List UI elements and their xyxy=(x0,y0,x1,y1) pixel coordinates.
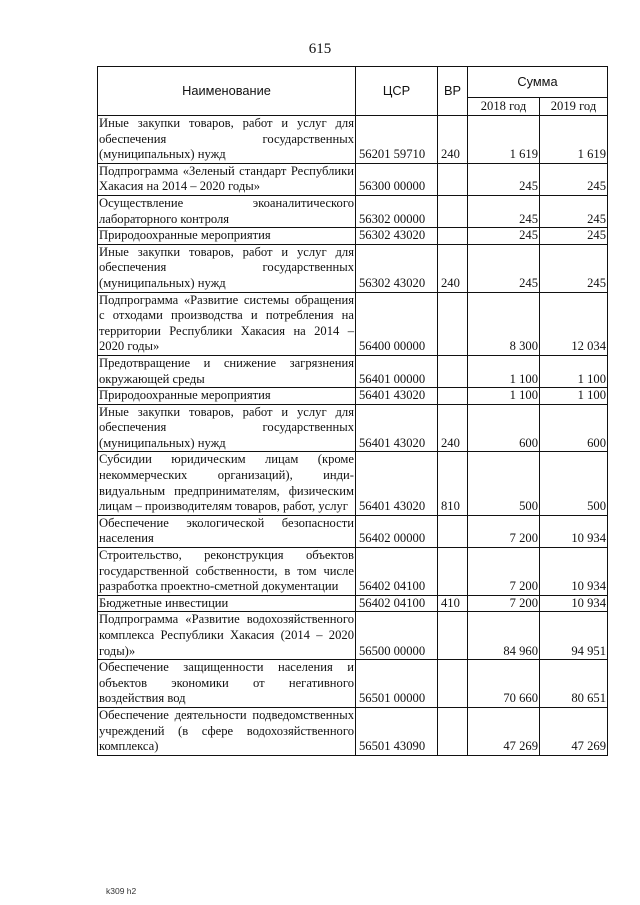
row-csr-cell: 56302 43020 xyxy=(356,228,438,245)
row-csr-cell: 56401 43020 xyxy=(356,452,438,515)
row-vr-cell xyxy=(438,612,468,660)
row-name-cell: Природоохранные мероприятия xyxy=(98,228,356,245)
row-2019-amount-cell: 245 xyxy=(540,163,608,195)
row-2018-amount-cell: 7 200 xyxy=(468,595,540,612)
row-name-cell: Иные закупки товаров, работ и услуг для обеспечения государственных (муниципальных) нужд xyxy=(98,404,356,452)
row-vr-cell xyxy=(438,195,468,227)
row-name-cell: Бюджетные инвестиции xyxy=(98,595,356,612)
page-number: 615 xyxy=(308,41,332,57)
row-name-cell: Иные закупки товаров, работ и услуг для обеспечения государственных (муниципальных) нужд xyxy=(98,116,356,164)
row-csr-cell: 56402 04100 xyxy=(356,595,438,612)
row-csr-cell: 56400 00000 xyxy=(356,292,438,355)
row-vr-cell: 240 xyxy=(438,116,468,164)
row-2018-amount-cell: 84 960 xyxy=(468,612,540,660)
footer-code: k309 h2 xyxy=(106,886,137,896)
column-header-year-2019: 2019 год xyxy=(540,98,608,116)
row-2019-amount-cell: 10 934 xyxy=(540,548,608,596)
row-csr-cell: 56401 43020 xyxy=(356,388,438,405)
row-2018-amount-cell: 500 xyxy=(468,452,540,515)
row-name-cell: Иные закупки товаров, работ и услуг для обеспечения государственных (муниципальных) нужд xyxy=(98,244,356,292)
row-csr-cell: 56500 00000 xyxy=(356,612,438,660)
row-vr-cell: 810 xyxy=(438,452,468,515)
row-csr-cell: 56501 43090 xyxy=(356,707,438,755)
row-csr-cell: 56402 04100 xyxy=(356,548,438,596)
column-header-vr: ВР xyxy=(438,67,468,116)
row-2019-amount-cell: 1 100 xyxy=(540,388,608,405)
row-2019-amount-cell: 500 xyxy=(540,452,608,515)
row-2019-amount-cell: 94 951 xyxy=(540,612,608,660)
row-2018-amount-cell: 1 619 xyxy=(468,116,540,164)
table-row xyxy=(98,404,608,452)
row-vr-cell xyxy=(438,355,468,387)
row-2018-amount-cell: 600 xyxy=(468,404,540,452)
row-vr-cell xyxy=(438,515,468,547)
table-row xyxy=(98,660,608,708)
row-2019-amount-cell: 1 100 xyxy=(540,355,608,387)
row-2018-amount-cell: 1 100 xyxy=(468,388,540,405)
row-2019-amount-cell: 245 xyxy=(540,228,608,245)
table-row xyxy=(98,292,608,355)
table-body xyxy=(98,116,608,756)
row-vr-cell: 240 xyxy=(438,404,468,452)
row-name-cell: Обеспечение экологической безопасности населения xyxy=(98,515,356,547)
row-vr-cell xyxy=(438,228,468,245)
row-name-cell: Природоохранные мероприятия xyxy=(98,388,356,405)
row-2019-amount-cell: 80 651 xyxy=(540,660,608,708)
row-vr-cell xyxy=(438,292,468,355)
table-row xyxy=(98,228,608,245)
table-row xyxy=(98,595,608,612)
row-vr-cell xyxy=(438,660,468,708)
row-vr-cell xyxy=(438,163,468,195)
row-2018-amount-cell: 70 660 xyxy=(468,660,540,708)
row-vr-cell xyxy=(438,548,468,596)
table-row xyxy=(98,195,608,227)
row-name-cell: Субсидии юридическим лицам (кроме некоммерческих организаций), индивидуальным предпринимателям, физическим лицам – производителям товаров, работ, услуг xyxy=(98,452,356,515)
row-2018-amount-cell: 1 100 xyxy=(468,355,540,387)
row-2019-amount-cell: 1 619 xyxy=(540,116,608,164)
row-vr-cell: 410 xyxy=(438,595,468,612)
row-csr-cell: 56302 00000 xyxy=(356,195,438,227)
column-header-name: Наименование xyxy=(98,67,356,116)
row-vr-cell xyxy=(438,707,468,755)
row-2019-amount-cell: 12 034 xyxy=(540,292,608,355)
row-name-cell: Подпрограмма «Развитие водохозяйственного комплекса Республики Хакасия (2014 – 2020 годы)» xyxy=(98,612,356,660)
table-row xyxy=(98,515,608,547)
row-2019-amount-cell: 10 934 xyxy=(540,515,608,547)
column-header-year-2018: 2018 год xyxy=(468,98,540,116)
table-row xyxy=(98,452,608,515)
row-2018-amount-cell: 245 xyxy=(468,228,540,245)
table-row xyxy=(98,355,608,387)
row-vr-cell: 240 xyxy=(438,244,468,292)
row-name-cell: Обеспечение деятельности подведомственных учреждений (в сфере водохозяйственного комплекса) xyxy=(98,707,356,755)
row-2018-amount-cell: 245 xyxy=(468,195,540,227)
row-2019-amount-cell: 10 934 xyxy=(540,595,608,612)
table-row xyxy=(98,388,608,405)
table-row xyxy=(98,163,608,195)
row-2019-amount-cell: 47 269 xyxy=(540,707,608,755)
row-2018-amount-cell: 245 xyxy=(468,244,540,292)
row-name-cell: Подпрограмма «Развитие системы обращения с отходами производства и потребления на территории Республики Хакасия на 2014 – 2020 годы» xyxy=(98,292,356,355)
row-2018-amount-cell: 245 xyxy=(468,163,540,195)
row-2018-amount-cell: 7 200 xyxy=(468,515,540,547)
row-vr-cell xyxy=(438,388,468,405)
table-row xyxy=(98,116,608,164)
table-row xyxy=(98,548,608,596)
table-row xyxy=(98,707,608,755)
column-header-sum: Сумма xyxy=(468,67,608,98)
row-2018-amount-cell: 7 200 xyxy=(468,548,540,596)
column-header-csr: ЦСР xyxy=(356,67,438,116)
row-csr-cell: 56201 59710 xyxy=(356,116,438,164)
row-name-cell: Строительство, реконструкция объектов государственной собственности, в том числе разработка проектно-сметной документации xyxy=(98,548,356,596)
row-2019-amount-cell: 600 xyxy=(540,404,608,452)
row-csr-cell: 56401 43020 xyxy=(356,404,438,452)
row-2018-amount-cell: 47 269 xyxy=(468,707,540,755)
row-2019-amount-cell: 245 xyxy=(540,244,608,292)
row-csr-cell: 56402 00000 xyxy=(356,515,438,547)
row-name-cell: Подпрограмма «Зеленый стандарт Республики Хакасия на 2014 – 2020 годы» xyxy=(98,163,356,195)
budget-table xyxy=(97,66,608,756)
row-csr-cell: 56300 00000 xyxy=(356,163,438,195)
row-name-cell: Осуществление экоаналитического лабораторного контроля xyxy=(98,195,356,227)
row-2019-amount-cell: 245 xyxy=(540,195,608,227)
row-csr-cell: 56501 00000 xyxy=(356,660,438,708)
row-csr-cell: 56401 00000 xyxy=(356,355,438,387)
row-2018-amount-cell: 8 300 xyxy=(468,292,540,355)
row-name-cell: Предотвращение и снижение загрязнения окружающей среды xyxy=(98,355,356,387)
row-csr-cell: 56302 43020 xyxy=(356,244,438,292)
table-row xyxy=(98,244,608,292)
table-row xyxy=(98,612,608,660)
row-name-cell: Обеспечение защищенности населения и объектов экономики от негативного воздействия вод xyxy=(98,660,356,708)
